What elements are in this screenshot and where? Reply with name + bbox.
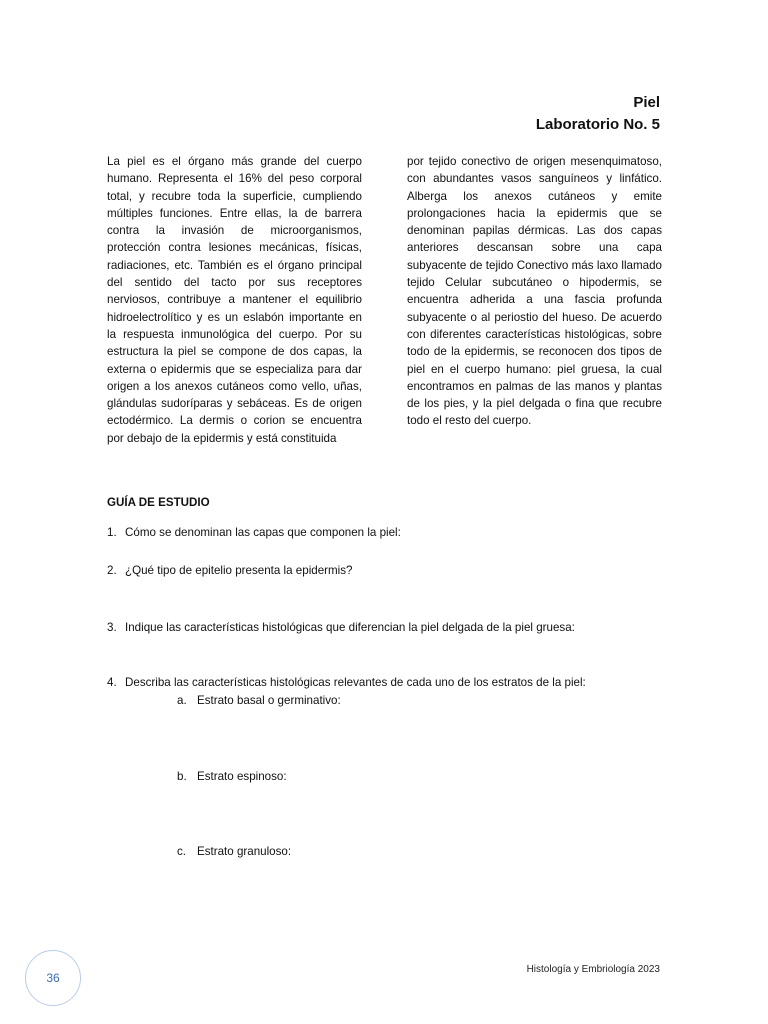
page-number: 36	[46, 971, 60, 985]
sub-item-text: Estrato basal o germinativo:	[197, 694, 341, 707]
question-number: 4.	[107, 676, 117, 689]
intro-left-column: La piel es el órgano más grande del cuerpo humano. Representa el 16% del peso corporal total, y recubre toda la superficie, cumpliendo múltiples funciones. Entre ellas, la de barrera contra la invasión de microorganismos, protección contra lesiones mecánicas, físicas, radiaciones, etc. También es el órgano principal del sentido del tacto por sus receptores nerviosos, contribuye a mantener el equilibrio hidroelectrolítico y es un eslabón importante en la respuesta inmunológica del cuerpo. Por su estructura la piel se compone de dos capas, la externa o epidermis que se especializa para dar origen a los anexos cutáneos como vello, uñas, glándulas sudoríparas y sebáceas. Es de origen ectodérmico. La dermis o corion se encuentra por debajo de la epidermis y está constituida	[107, 155, 362, 445]
page-header	[536, 92, 660, 136]
sub-item-c	[177, 845, 291, 858]
page-number-badge	[25, 950, 81, 1006]
question-number: 2.	[107, 564, 117, 577]
sub-item-text: Estrato granuloso:	[197, 845, 292, 858]
sub-item-letter: b.	[177, 770, 187, 783]
sub-item-b	[177, 770, 287, 783]
footer-course: Histología y Embriología 2023	[526, 964, 660, 975]
question-number: 1.	[107, 526, 117, 539]
question-number: 3.	[107, 621, 117, 634]
sub-item-letter: c.	[177, 845, 187, 858]
page-title: Piel	[633, 94, 660, 111]
question-2	[107, 564, 353, 577]
study-guide-heading: GUÍA DE ESTUDIO	[107, 496, 210, 509]
intro-right-column: por tejido conectivo de origen mesenquimatoso, con abundantes vasos sanguíneos y linfático. Alberga los anexos cutáneos y emite prolongaciones hacia la epidermis que se denominan papilas dérmicas. Las dos capas anteriores descansan sobre una capa subyacente de tejido Conectivo más laxo llamado tejido Celular subcutáneo o hipodermis, se encuentra adherida a una fascia profunda subyacente o al periostio del hueso. De acuerdo con diferentes características histológicas, sobre todo de la epidermis, se reconocen dos tipos de piel en el cuerpo humano: piel gruesa, la cual encontramos en palmas de las manos y plantas de los pies, y la piel delgada o fina que recubre todo el resto del cuerpo.	[407, 155, 662, 428]
question-4	[107, 676, 586, 689]
sub-item-a	[177, 694, 341, 707]
question-text: Indique las características histológicas que diferencian la piel delgada de la piel gruesa:	[125, 621, 575, 634]
question-text: Cómo se denominan las capas que componen la piel:	[125, 526, 401, 539]
sub-item-letter: a.	[177, 694, 187, 707]
question-1	[107, 526, 401, 539]
question-text: ¿Qué tipo de epitelio presenta la epidermis?	[125, 564, 353, 577]
sub-item-text: Estrato espinoso:	[197, 770, 287, 783]
page-subtitle: Laboratorio No. 5	[535, 116, 660, 133]
question-3	[107, 621, 575, 634]
question-text: Describa las características histológicas relevantes de cada uno de los estratos de la piel:	[125, 676, 586, 689]
